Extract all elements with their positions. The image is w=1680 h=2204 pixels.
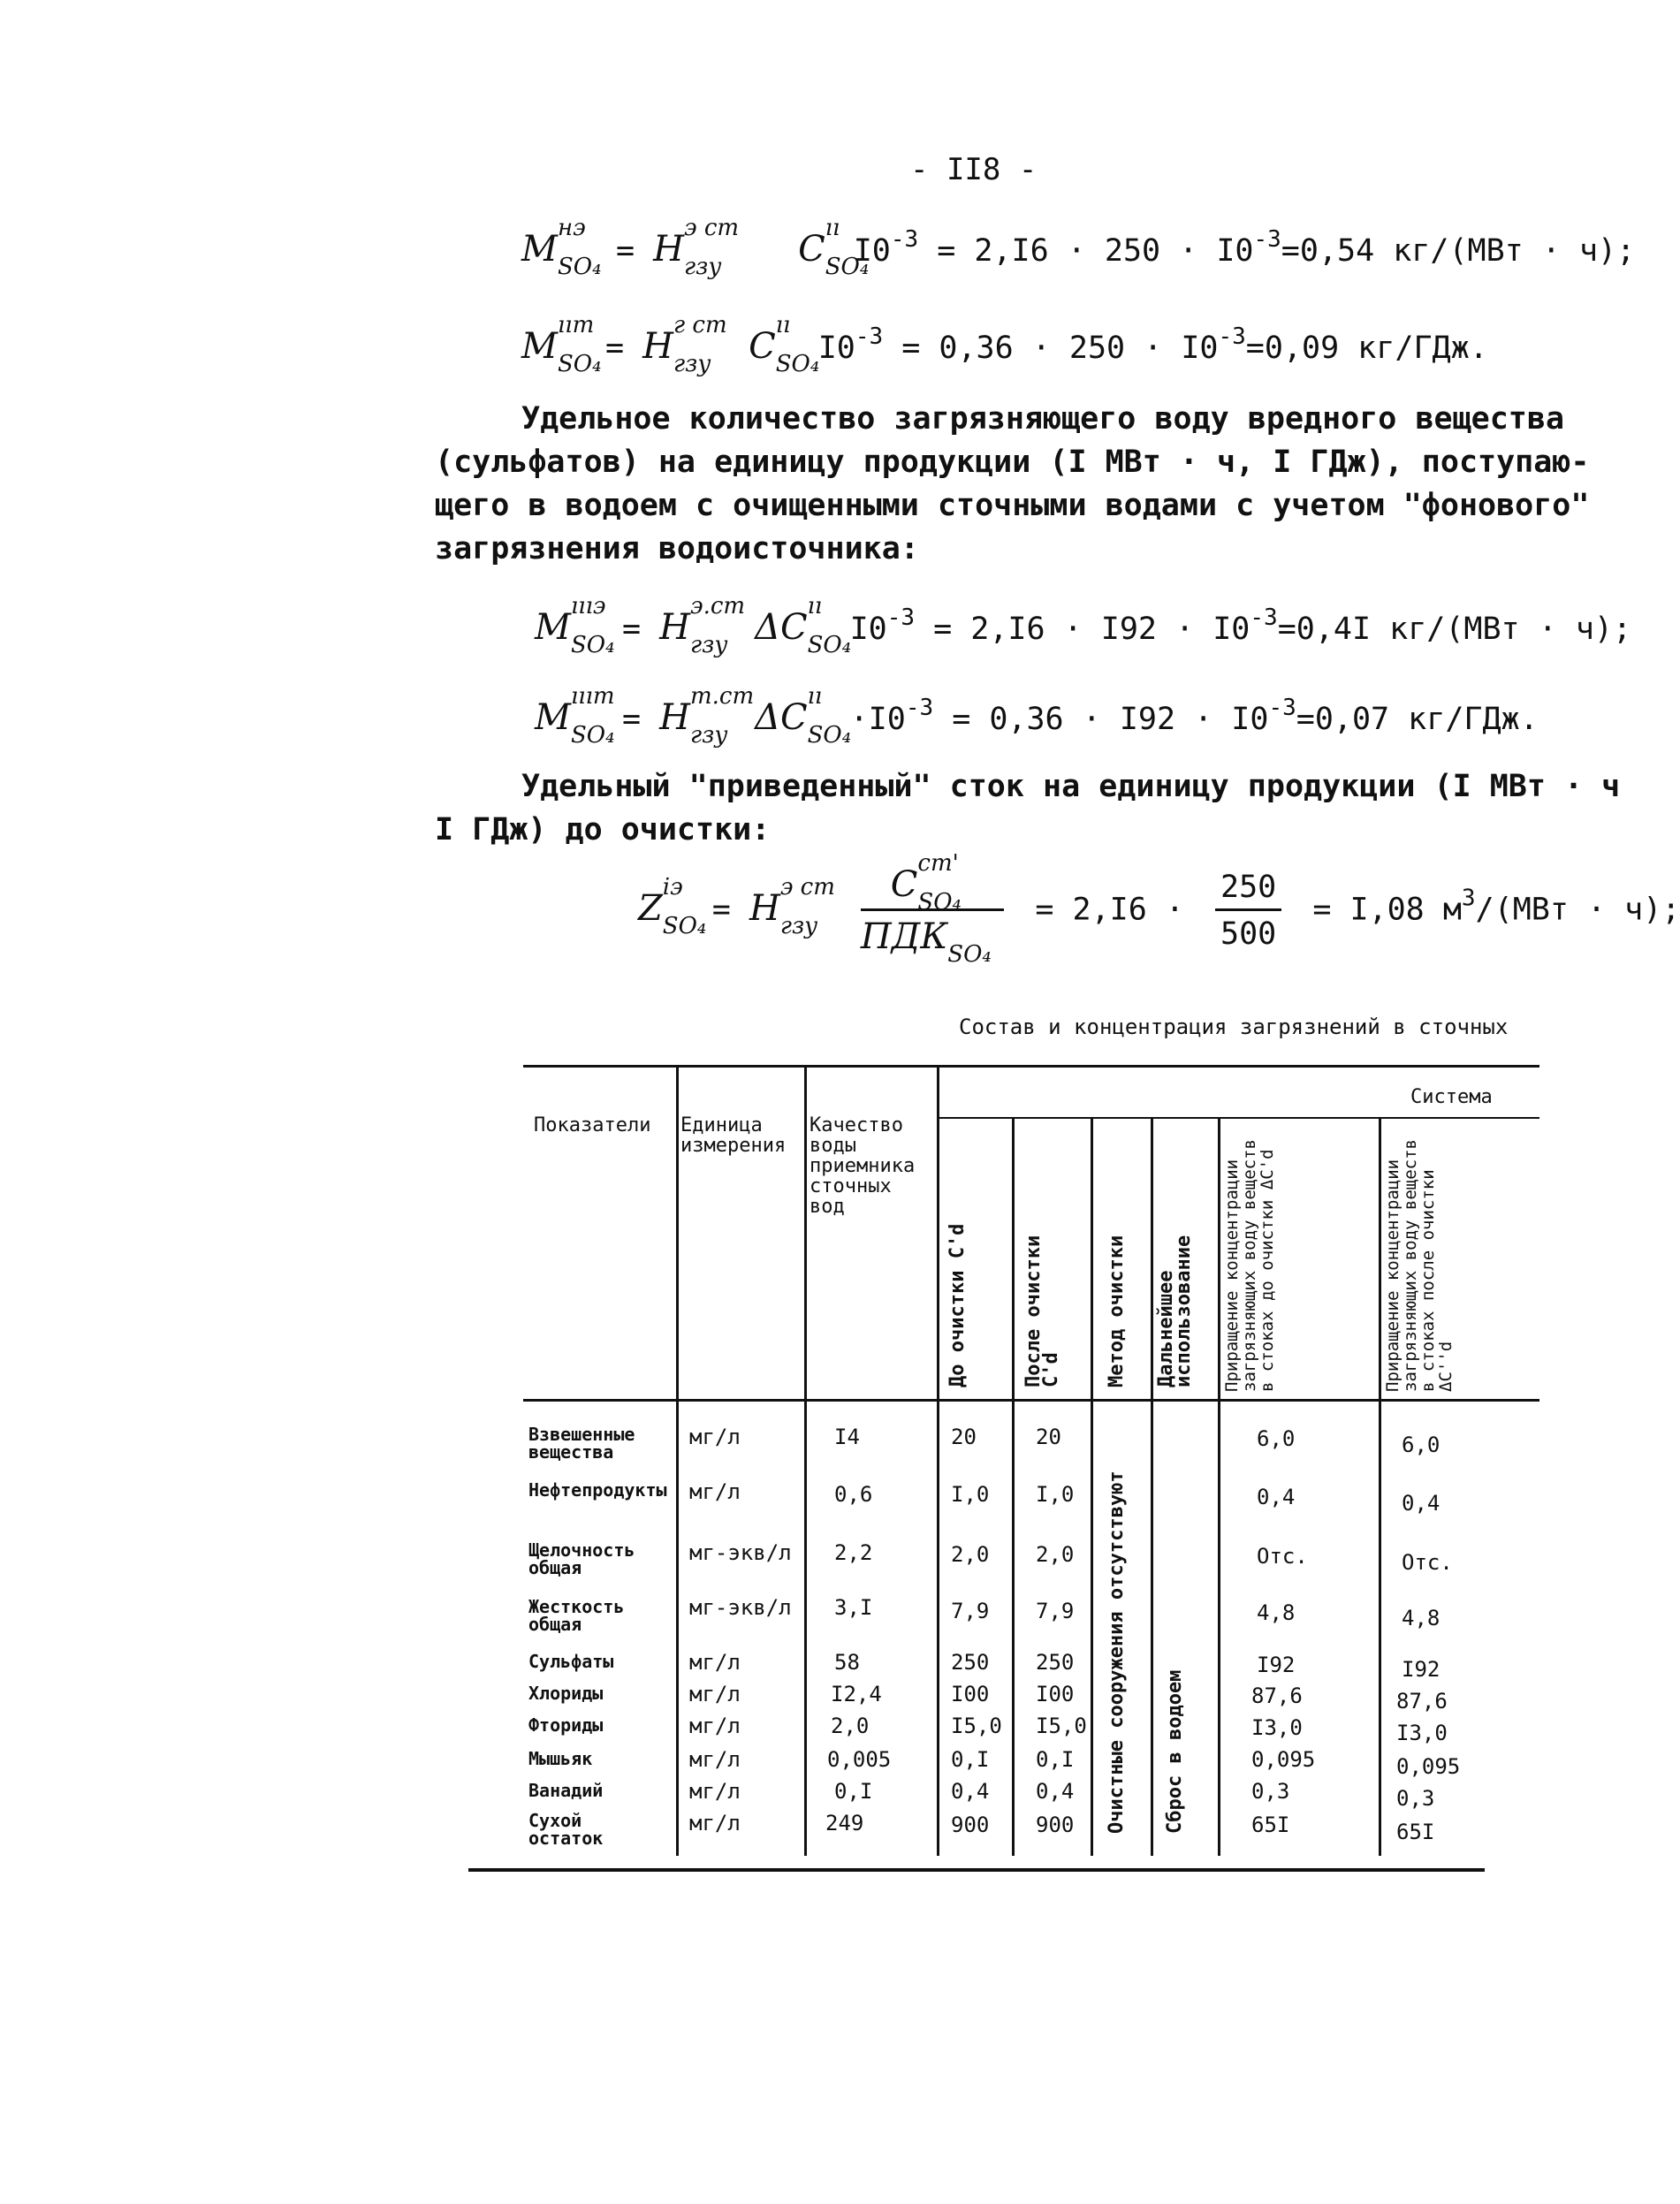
table-row-quality: 3,I [834,1595,873,1620]
header-indicators: Показатели [534,1114,651,1136]
table-row-unit: мг/л [689,1811,741,1835]
table-row-unit: мг/л [689,1479,741,1504]
table-row-after: 900 [1036,1813,1075,1837]
header-method: Метод очистки [1106,1235,1128,1387]
table-row-unit: мг/л [689,1747,741,1772]
table-row-inc-before: 0,095 [1251,1747,1316,1772]
paragraph-reduced-flow: Удельный "приведенный" сток на единицу продукции (I МВт · ч I ГДж) до очистки: [435,769,1621,847]
method-value: Очистные сооружения отсутствуют [1106,1471,1128,1834]
header-system: Система [1410,1086,1493,1108]
fraction-concentration-limit: C ст' SO₄ ПДК SO₄ [861,864,1004,957]
table-row-name: Взвешенные вещества [528,1424,635,1463]
table-row-after: 0,I [1036,1747,1075,1772]
table-row-inc-after: 6,0 [1402,1433,1441,1457]
table-row-unit: мг/л [689,1779,741,1804]
header-further-use: Дальнейшее использование [1155,1235,1195,1387]
table-row-before: 900 [951,1813,990,1837]
formula-emission-electric: M нэ SO₄ = H э ст гзу C ıı SO₄ $I0^{-3} = 2,I6 \cdot 250 \cdot I0^{-3}=0,54$ кг/(МВт · ч); [521,215,1636,280]
table-row-inc-before: Отс. [1257,1544,1308,1569]
table-row-unit: мг/л [689,1714,741,1738]
table-row-quality: 2,0 [831,1714,870,1738]
table-row-quality: 0,005 [827,1747,892,1772]
table-row-before: 20 [951,1425,977,1449]
table-row-unit: мг/л [689,1682,741,1706]
table-row-unit: мг/л [689,1425,741,1449]
table-row-inc-after: 65I [1396,1820,1435,1844]
table-row-quality: 0,6 [834,1482,873,1507]
table-row-name: Сухой остаток [528,1810,604,1849]
table-row-name: Ванадий [528,1780,604,1801]
table-row-inc-after: Отс. [1402,1550,1453,1575]
table-row-quality: I4 [834,1425,860,1449]
table-row-quality: 0,I [834,1779,873,1804]
table-row-name: Мышьяк [528,1748,593,1769]
table-row-after: 0,4 [1036,1779,1075,1804]
table-row-inc-after: 4,8 [1402,1606,1441,1630]
table-row-before: 0,4 [951,1779,990,1804]
table-row-after: I00 [1036,1682,1075,1706]
table-row-before: 7,9 [951,1599,990,1623]
table-row-name: Щелочность общая [528,1539,635,1578]
table-row-before: I,0 [951,1482,990,1507]
header-increment-before: Приращение концентрации загрязняющих воду веществ в стоках до очистки ΔC'd [1222,1139,1277,1392]
table-row-quality: 2,2 [834,1540,873,1565]
formula-emission-thermal-delta: M ıııт SO₄ = H т.ст гзу ΔC ıı SO₄ $\cdot I0^{-3} = 0,36 \cdot I92 \cdot I0^{-3}=0,07$ кг/ГДж. [535,683,1539,749]
header-after: После очистки C'd [1022,1235,1062,1387]
table-row-inc-before: I92 [1257,1653,1296,1677]
table-row-name: Жесткость общая [528,1596,625,1635]
table-row-inc-after: 0,3 [1396,1786,1435,1811]
header-increment-after: Приращение концентрации загрязняющих воду веществ в стоках после очистки ΔC''d [1383,1139,1456,1392]
table-row-before: 2,0 [951,1542,990,1567]
table-row-after: 20 [1036,1425,1061,1449]
formula-emission-thermal: M ııт SO₄ = H г ст гзу C ıı SO₄ $I0^{-3} = 0,36 \cdot 250 \cdot I0^{-3}=0,09$ кг/ГДж. [521,312,1488,377]
table-row-after: I5,0 [1036,1714,1087,1738]
table-row-inc-before: 0,3 [1251,1779,1290,1804]
table-row-inc-after: 0,095 [1396,1754,1461,1779]
table-row-name: Сульфаты [528,1651,614,1672]
table-row-after: 250 [1036,1650,1075,1675]
table-row-before: 0,I [951,1747,990,1772]
paragraph-specific-amount: Удельное количество загрязняющего воду вредного вещества (сульфатов) на единицу продукции (I МВт · ч, I ГДж), поступаю- щего в водоем с очищенными сточными водами с учетом "фонового" загрязнения водоисточника: [435,401,1590,566]
table-row-after: 7,9 [1036,1599,1075,1623]
table-row-quality: I2,4 [831,1682,882,1706]
table-row-after: 2,0 [1036,1542,1075,1567]
use-value: Сброс в водоем [1164,1669,1186,1834]
table-caption: Состав и концентрация загрязнений в сточных [959,1015,1509,1039]
table-row-inc-after: I92 [1402,1657,1441,1682]
table-row-inc-after: I3,0 [1396,1721,1448,1745]
table-row-inc-before: 0,4 [1257,1485,1296,1509]
table-row-name: Нефтепродукты [528,1479,667,1501]
page-number: - II8 - [910,152,1038,187]
table-row-inc-before: I3,0 [1251,1715,1303,1740]
formula-emission-electric-delta: M ıııэ SO₄ = H э.ст гзу ΔC ıı SO₄ $I0^{-3} = 2,I6 \cdot I92 \cdot I0^{-3}=0,4I$ кг/(МВт · ч); [535,593,1632,658]
table-row-inc-before: 87,6 [1251,1683,1303,1708]
table-row-inc-before: 4,8 [1257,1600,1296,1625]
table-row-inc-before: 65I [1251,1813,1290,1837]
table-row-inc-before: 6,0 [1257,1426,1296,1451]
table-row-name: Фториды [528,1714,604,1736]
table-row-unit: мг/л [689,1650,741,1675]
header-quality: Качество воды приемника сточных вод [810,1114,916,1218]
table-row-quality: 249 [825,1811,864,1835]
table-row-inc-after: 87,6 [1396,1689,1448,1714]
table-row-unit: мг-экв/л [689,1540,792,1565]
header-before: До очистки C'd [946,1223,969,1387]
table-row-name: Хлориды [528,1683,604,1704]
table-row-before: 250 [951,1650,990,1675]
table-row-quality: 58 [834,1650,860,1675]
table-row-unit: мг-экв/л [689,1595,792,1620]
formula-reduced-flow: Z iэ SO₄ = H э ст гзу C ст' SO₄ ПДК SO₄ = 2,I6 · $\frac{250}{500}$ = I,08 $м^3/(МВт \cdot ч)$; [638,850,1680,968]
table-row-before: I5,0 [951,1714,1002,1738]
table-row-after: I,0 [1036,1482,1075,1507]
header-unit: Единица измерения [680,1114,787,1157]
table-row-before: I00 [951,1682,990,1706]
table-row-inc-after: 0,4 [1402,1491,1441,1516]
fraction-values: $\frac{250}{500}$ [1215,870,1281,952]
